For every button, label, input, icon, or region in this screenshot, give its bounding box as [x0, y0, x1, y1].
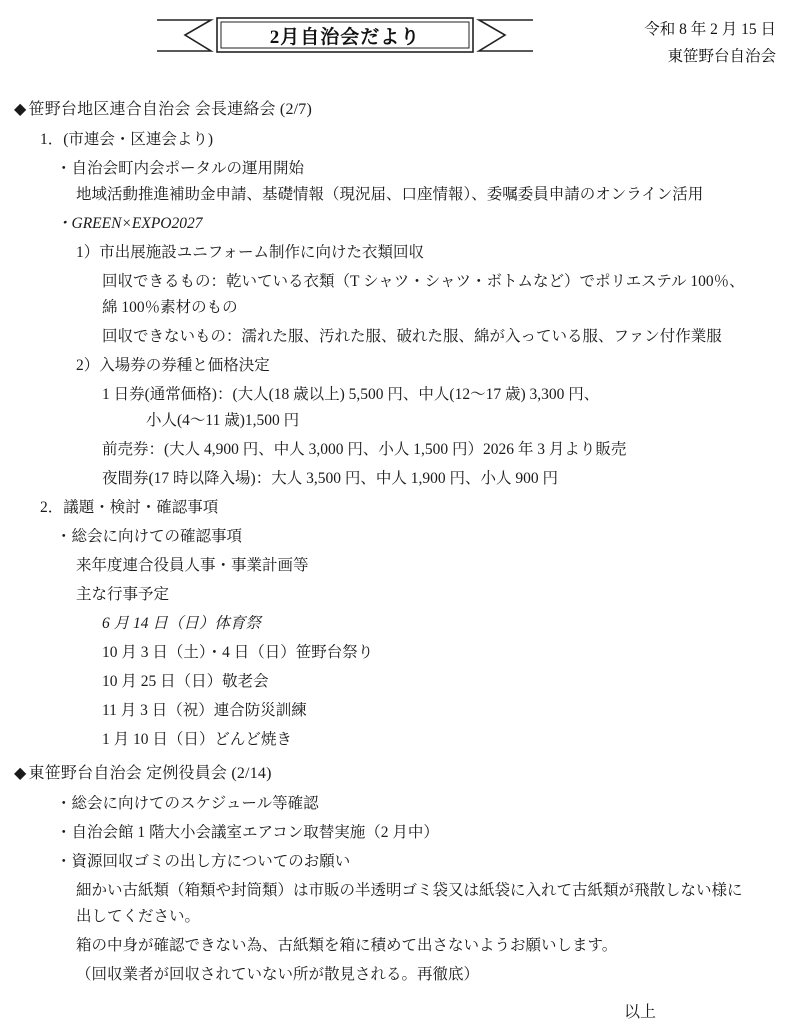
- list-item: 1 日券(通常価格)：(大人(18 歳以上) 5,500 円、中人(12〜17 歳) 3,300 円、: [102, 385, 600, 403]
- list-item: ・総会に向けてのスケジュール等確認: [56, 794, 319, 812]
- section-2-title: 東笹野台自治会 定例役員会 (2/14): [28, 765, 272, 783]
- list-item: ・GREEN×EXPO2027: [56, 214, 203, 232]
- list-item: 出してください。: [76, 908, 201, 925]
- document-header: [0, 0, 800, 82]
- list-item: ・資源回収ゴミの出し方についてのお願い: [56, 852, 351, 870]
- list-item: 2．議題・検討・確認事項: [40, 499, 219, 516]
- list-item: 来年度連合役員人事・事業計画等: [76, 557, 309, 575]
- list-item: 主な行事予定: [76, 586, 170, 604]
- list-item: 小人(4〜11 歳)1,500 円: [146, 411, 300, 429]
- diamond-bullet-icon: ◆: [14, 765, 27, 783]
- list-item: 11 月 3 日（祝）連合防災訓練: [102, 702, 307, 720]
- list-item: ・自治会館 1 階大小会議室エアコン取替実施（2 月中）: [56, 823, 439, 841]
- list-item: 夜間券(17 時以降入場)：大人 3,500 円、中人 1,900 円、小人 900 円: [102, 469, 558, 487]
- list-item: ・自治会町内会ポータルの運用開始: [56, 159, 305, 177]
- list-item: 前売券：(大人 4,900 円、中人 3,000 円、小人 1,500 円）2026 年 3 月より販売: [102, 440, 627, 458]
- list-item: ・総会に向けての確認事項: [56, 528, 243, 546]
- list-item: 1．(市連会・区連会より): [40, 130, 214, 148]
- list-item: 回収できないもの：濡れた服、汚れた服、破れた服、綿が入っている服、ファン付作業服: [102, 327, 722, 345]
- header-meta: [644, 16, 776, 70]
- issuer-name: 東笹野台自治会: [667, 48, 776, 66]
- list-item: 10 月 3 日（土）・4 日（日）笹野台祭り: [102, 644, 374, 662]
- closing-mark: 以上: [623, 1004, 656, 1022]
- list-item: 箱の中身が確認できない為、古紙類を箱に積めて出さないようお願いします。: [76, 937, 618, 955]
- list-item: 1）市出展施設ユニフォーム制作に向けた衣類回収: [76, 243, 424, 261]
- page-title: 2月自治会だより: [269, 26, 421, 48]
- list-item: 綿 100％素材のもの: [102, 298, 238, 316]
- list-item: 地域活動推進補助金申請、基礎情報（現況届、口座情報）、委嘱委員申請のオンライン活用: [76, 185, 704, 203]
- diamond-bullet-icon: ◆: [14, 101, 27, 118]
- list-item: 6 月 14 日（日）体育祭: [102, 615, 261, 633]
- list-item: 2）入場券の券種と価格決定: [76, 356, 270, 374]
- section-1-title: 笹野台地区連合自治会 会長連絡会 (2/7): [28, 101, 313, 118]
- list-item: 10 月 25 日（日）敬老会: [102, 673, 269, 691]
- list-item: 細かい古紙類（箱類や封筒類）は市販の半透明ゴミ袋又は紙袋に入れて古紙類が飛散しない様に: [76, 881, 743, 899]
- issue-date: 令和 8 年 2 月 15 日: [644, 21, 776, 38]
- document-body: [0, 82, 800, 1026]
- list-item: 1 月 10 日（日）どんど焼き: [102, 731, 292, 749]
- section-heading-1: [14, 98, 776, 123]
- list-item: 回収できるもの：乾いている衣類（T シャツ・シャツ・ボトムなど）でポリエステル 100％、: [102, 272, 745, 290]
- section-heading-2: [14, 762, 776, 787]
- list-item: （回収業者が回収されていない所が散見される。再徹底）: [76, 966, 480, 984]
